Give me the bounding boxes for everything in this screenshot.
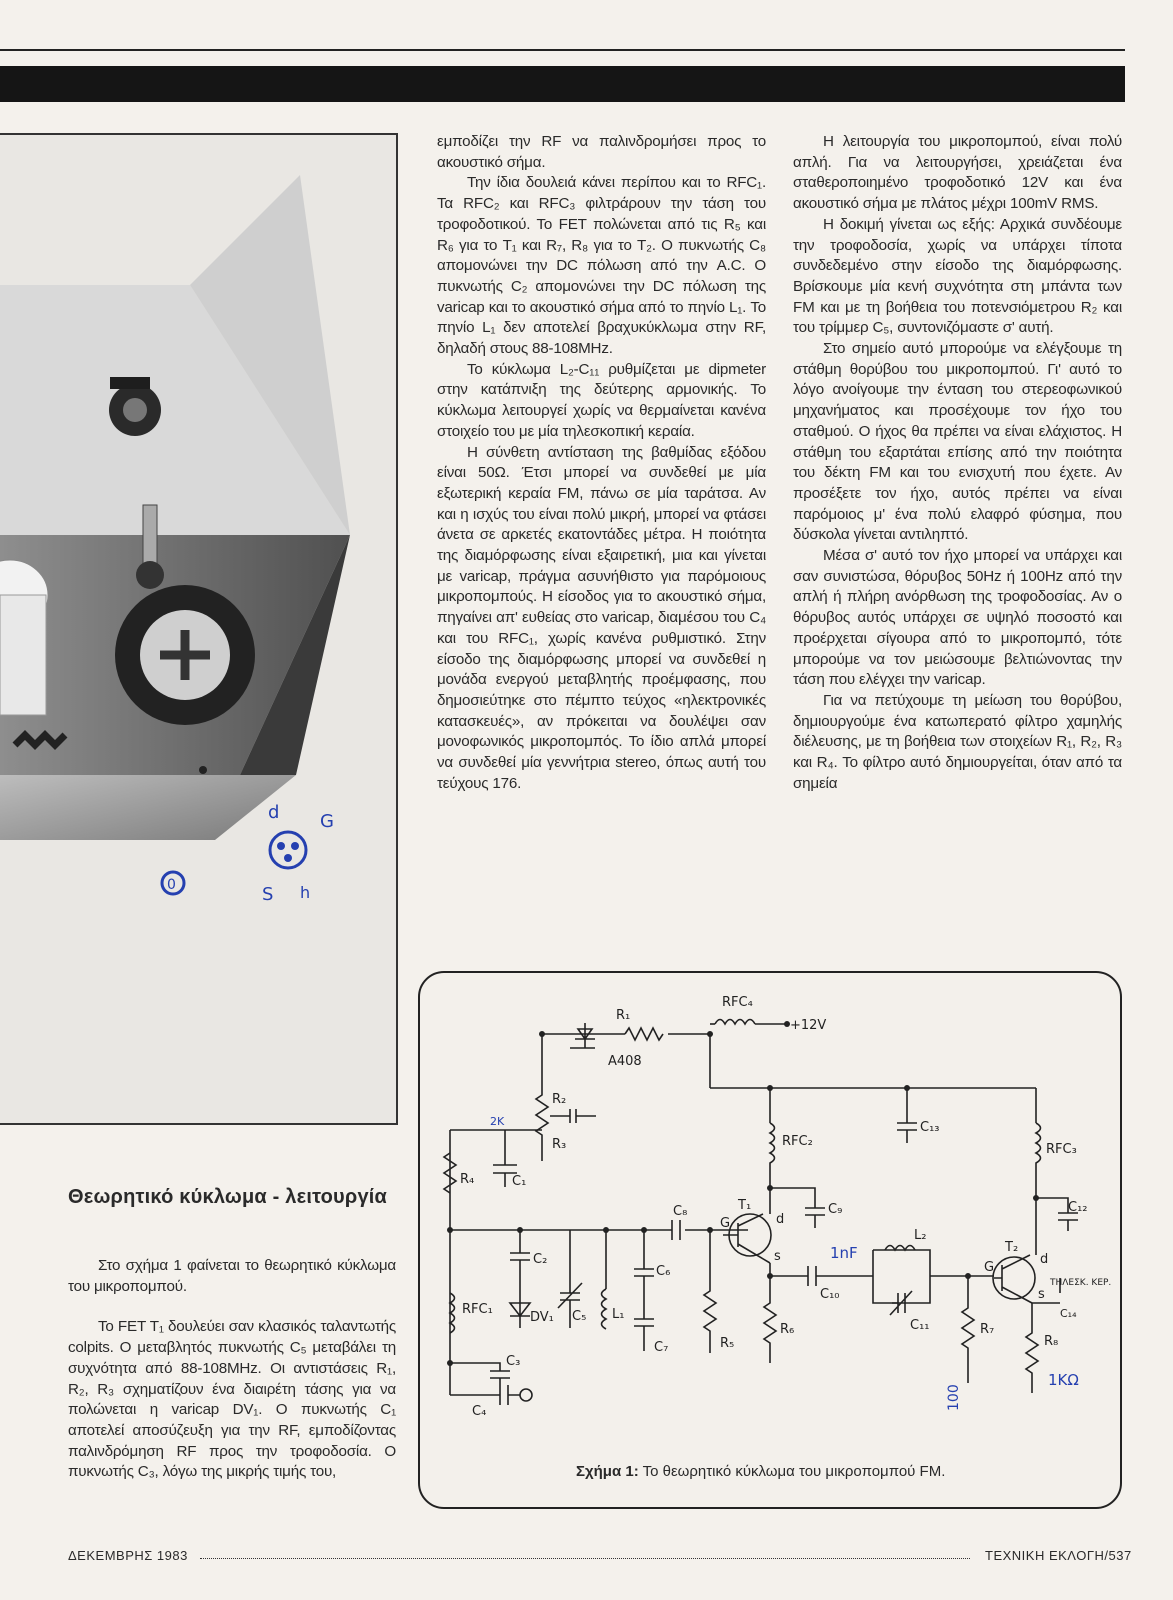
schematic-figure [418, 971, 1122, 1509]
label-r5: R₅ [720, 1336, 735, 1351]
label-c14: C₁₄ [1060, 1307, 1077, 1320]
paragraph: Η λειτουργία του μικροπομπού, είναι πολύ απλή. Για να λειτουργήσει, χρειάζεται ένα σταθεροποιημένο τροφοδοτικό 12V και ένα ακουστικό σήμα με πλάτος μέχρι 100mV RMS. [793, 133, 1122, 213]
handwritten-1nf: 1nF [830, 1244, 858, 1262]
label-c1: C₁ [512, 1174, 527, 1189]
paragraph: Η δοκιμή γίνεται ως εξής: Αρχικά συνδέουμε την τροφοδοσία, χωρίς να υπάρχει τίποτα συνδεδεμένο στην είσοδο της διαμόρφωσης. Βρίσκουμε μία κενή συχνότητα στη μπάντα των FM και με τη βοήθεια του ποτενσιόμετρου R₂ και του τρίμμερ C₅, συντονιζόμαστε σ' αυτή. [793, 215, 1122, 337]
label-d1: d [776, 1212, 785, 1227]
label-rfc4: RFC₄ [722, 995, 753, 1010]
label-c10: C₁₀ [820, 1287, 840, 1302]
paragraph: Το κύκλωμα L₂-C₁₁ ρυθμίζεται με dipmeter στην κατάπνιξη της δεύτερης αρμονικής. Το κύκλωμα λειτουργεί χωρίς να θερμαίνεται κανένα στοιχείο του με μία τηλεσκοπική κεραία. [437, 360, 766, 440]
footer-date: ΔΕΚΕΜΒΡΗΣ 1983 [68, 1548, 188, 1563]
paragraph: Για να πετύχουμε τη μείωση του θορύβου, δημιουργούμε ένα κατωπερατό φίλτρο χαμηλής διέλευσης, με τη βοήθεια των στοιχείων R₁, R₂, R₃ και R₄. Το φίλτρο αυτό δημιουργείται, όταν από τα σημεία [793, 691, 1122, 792]
label-c12: C₁₂ [1068, 1200, 1088, 1215]
label-g1: G [720, 1216, 731, 1231]
paragraph: εμποδίζει την RF να παλινδρομήσει προς το ακουστικό σήμα. [437, 133, 766, 171]
label-s2: s [1038, 1287, 1045, 1302]
pin-h-label: h [300, 883, 311, 902]
label-rfc3: RFC₃ [1046, 1142, 1077, 1157]
label-t1: T₁ [738, 1198, 752, 1213]
label-c2: C₂ [533, 1252, 548, 1267]
label-r6: R₆ [780, 1322, 795, 1337]
label-s1: s [774, 1249, 781, 1264]
article-column-1 [68, 1256, 396, 1503]
label-c3: C₃ [506, 1354, 521, 1369]
article-column-2 [437, 132, 766, 795]
caption-label: Σχήμα 1: [576, 1463, 639, 1480]
article-column-3 [793, 132, 1122, 795]
label-r3: R₃ [552, 1137, 567, 1152]
label-l2: L₂ [914, 1228, 927, 1243]
label-c7: C₇ [654, 1340, 669, 1355]
transmitter-photo [0, 133, 398, 1125]
handwritten-2k: 2K [490, 1115, 505, 1128]
pin-d-label: d [268, 802, 280, 823]
label-rfc2: RFC₂ [782, 1134, 813, 1149]
label-c6: C₆ [656, 1264, 671, 1279]
label-c5: C₅ [572, 1309, 587, 1324]
paragraph: Μέσα σ' αυτό τον ήχο μπορεί να υπάρχει και σαν συνιστώσα, θόρυβος 50Hz ή 100Hz από την απλή ή πλήρη ανόρθωση της τροφοδοσίας. Αν ο θόρυβος αυτός υπάρχει σε υψηλό ποσοστό και προέρχεται σίγουρα από το μικροπομπό, τότε μπορούμε να τον μειώσουμε βελτιώνοντας την τάση που ελέγχει την varicap. [793, 547, 1122, 689]
label-c9: C₉ [828, 1202, 843, 1217]
label-g2: G [984, 1260, 995, 1275]
label-rfc1: RFC₁ [462, 1302, 493, 1317]
handwritten-100: 100 [946, 1384, 962, 1411]
paragraph: Στο σημείο αυτό μπορούμε να ελέγξουμε τη στάθμη θορύβου του μικροπομπού. Γι' αυτό το λόγο ανοίγουμε την ένταση του στερεοφωνικού μηχανήματος και προσέχουμε τον ήχο του σταθμού. Ο ήχος θα πρέπει να είναι ελάχιστος. Η στάθμη του εξαρτάται επίσης από την ποιότητα του δέκτη FM και του ενισχυτή που έχετε. Αν προσέξετε τον ήχο, αυτός πρέπει να είναι παρόμοιος μ' ένα πολύ ελαφρό φύσημα, που δύσκολα γίνεται αντιληπτό. [793, 340, 1122, 544]
top-rule [0, 49, 1125, 51]
paragraph: Η σύνθετη αντίσταση της βαθμίδας εξόδου είναι 50Ω. Έτσι μπορεί να συνδεθεί με μία εξωτερική κεραία FM, πάνω σε μία ταράτσα. Αν και η ισχύς του είναι πολύ μικρή, μπορεί να φτάσει άνετα σε αρκετές εκατοντάδες μέτρα. Η ποιότητα της διαμόρφωσης είναι εξαιρετική, μια και γίνεται με varicap, πράγμα ασυνήθιστο για παρόμοιους μικροπομπούς. Η είσοδος για το ακουστικό σήμα, πηγαίνει απ' ευθείας στο varicap, διαμέσου του C₄ και του RFC₁, χωρίς κανένα ρυθμιστικό. Στην είσοδο της διαμόρφωσης μπορεί να συνδεθεί η μονάδα ενεργού μεταβλητής προέμφασης, που δημοσιεύτηκε στο πέμπτο τεύχος «ηλεκτρονικές κατασκευές», αν πρόκειται να δουλέψει σαν μονοφωνικός μικροπομπός. Το ίδιο απλά μπορεί να συνδεθεί μία γεννήτρια stereo, όπως αυτή του τεύχους 176. [437, 443, 766, 792]
label-d2: d [1040, 1252, 1049, 1267]
label-supply: +12V [790, 1018, 827, 1033]
label-r1: R₁ [616, 1008, 631, 1023]
label-r2: R₂ [552, 1092, 567, 1107]
label-r4: R₄ [460, 1172, 475, 1187]
header-bar [0, 66, 1125, 102]
label-c4: C₄ [472, 1404, 487, 1419]
label-r8: R₈ [1044, 1334, 1059, 1349]
label-a408: A408 [608, 1054, 642, 1069]
section-heading: Θεωρητικό κύκλωμα - λειτουργία [68, 1186, 388, 1208]
paragraph: Την ίδια δουλειά κάνει περίπου και το RFC₁. Τα RFC₂ και RFC₃ φιλτράρουν την τάση του τροφοδοτικού. Το FET πολώνεται από τις R₅ και R₆ για το T₁ και R₇, R₈ για το T₂. Ο πυκνωτής C₈ απομονώνει την DC πόλωση από την A.C. Ο πυκνωτής C₂ απομονώνει την DC πόλωση της varicap και το ακουστικό σήμα από το πηνίο L₁. Το πηνίο L₁ δεν αποτελεί βραχυκύκλωμα στην RF, δηλαδή στους 88-108MHz. [437, 174, 766, 358]
paragraph: Το FET T₁ δουλεύει σαν κλασικός ταλαντωτής colpits. Ο μεταβλητός πυκνωτής C₅ μεταβάλει τη συχνότητα από 88-108MHz. Οι αντιστάσεις R₁, R₂, R₃ σχηματίζουν ένα διαιρέτη τάσης για να πολώνεται η varicap DV₁. Ο πυκνωτής C₁ αποτελεί αποσύζευξη για την RF, εμποδίζοντας παλινδρόμηση RF προς την τροφοδοσία. Ο πυκνωτής C₃, λόγω της μικρής τιμής του, [68, 1318, 396, 1481]
circle-mark: 0 [167, 877, 176, 893]
label-antenna: ΤΗΛΕΣΚ. ΚΕΡ. [1050, 1278, 1112, 1288]
caption-text: Το θεωρητικό κύκλωμα του μικροπομπού FM. [642, 1463, 946, 1480]
handwritten-1k: 1KΩ [1048, 1371, 1079, 1389]
footer-rule [200, 1558, 970, 1560]
label-t2: T₂ [1005, 1240, 1019, 1255]
figure-caption [576, 1463, 945, 1480]
label-c11: C₁₁ [910, 1318, 930, 1333]
pin-s-label: S [262, 884, 274, 905]
label-dv1: DV₁ [530, 1310, 554, 1325]
label-r7: R₇ [980, 1322, 995, 1337]
footer-page: ΤΕΧΝΙΚΗ ΕΚΛΟΓΗ/537 [985, 1548, 1132, 1563]
label-c13: C₁₃ [920, 1120, 940, 1135]
pin-g-label: G [320, 811, 334, 832]
label-c8: C₈ [673, 1204, 688, 1219]
label-l1: L₁ [612, 1307, 625, 1322]
paragraph: Στο σχήμα 1 φαίνεται το θεωρητικό κύκλωμα του μικροπομπού. [68, 1257, 396, 1295]
